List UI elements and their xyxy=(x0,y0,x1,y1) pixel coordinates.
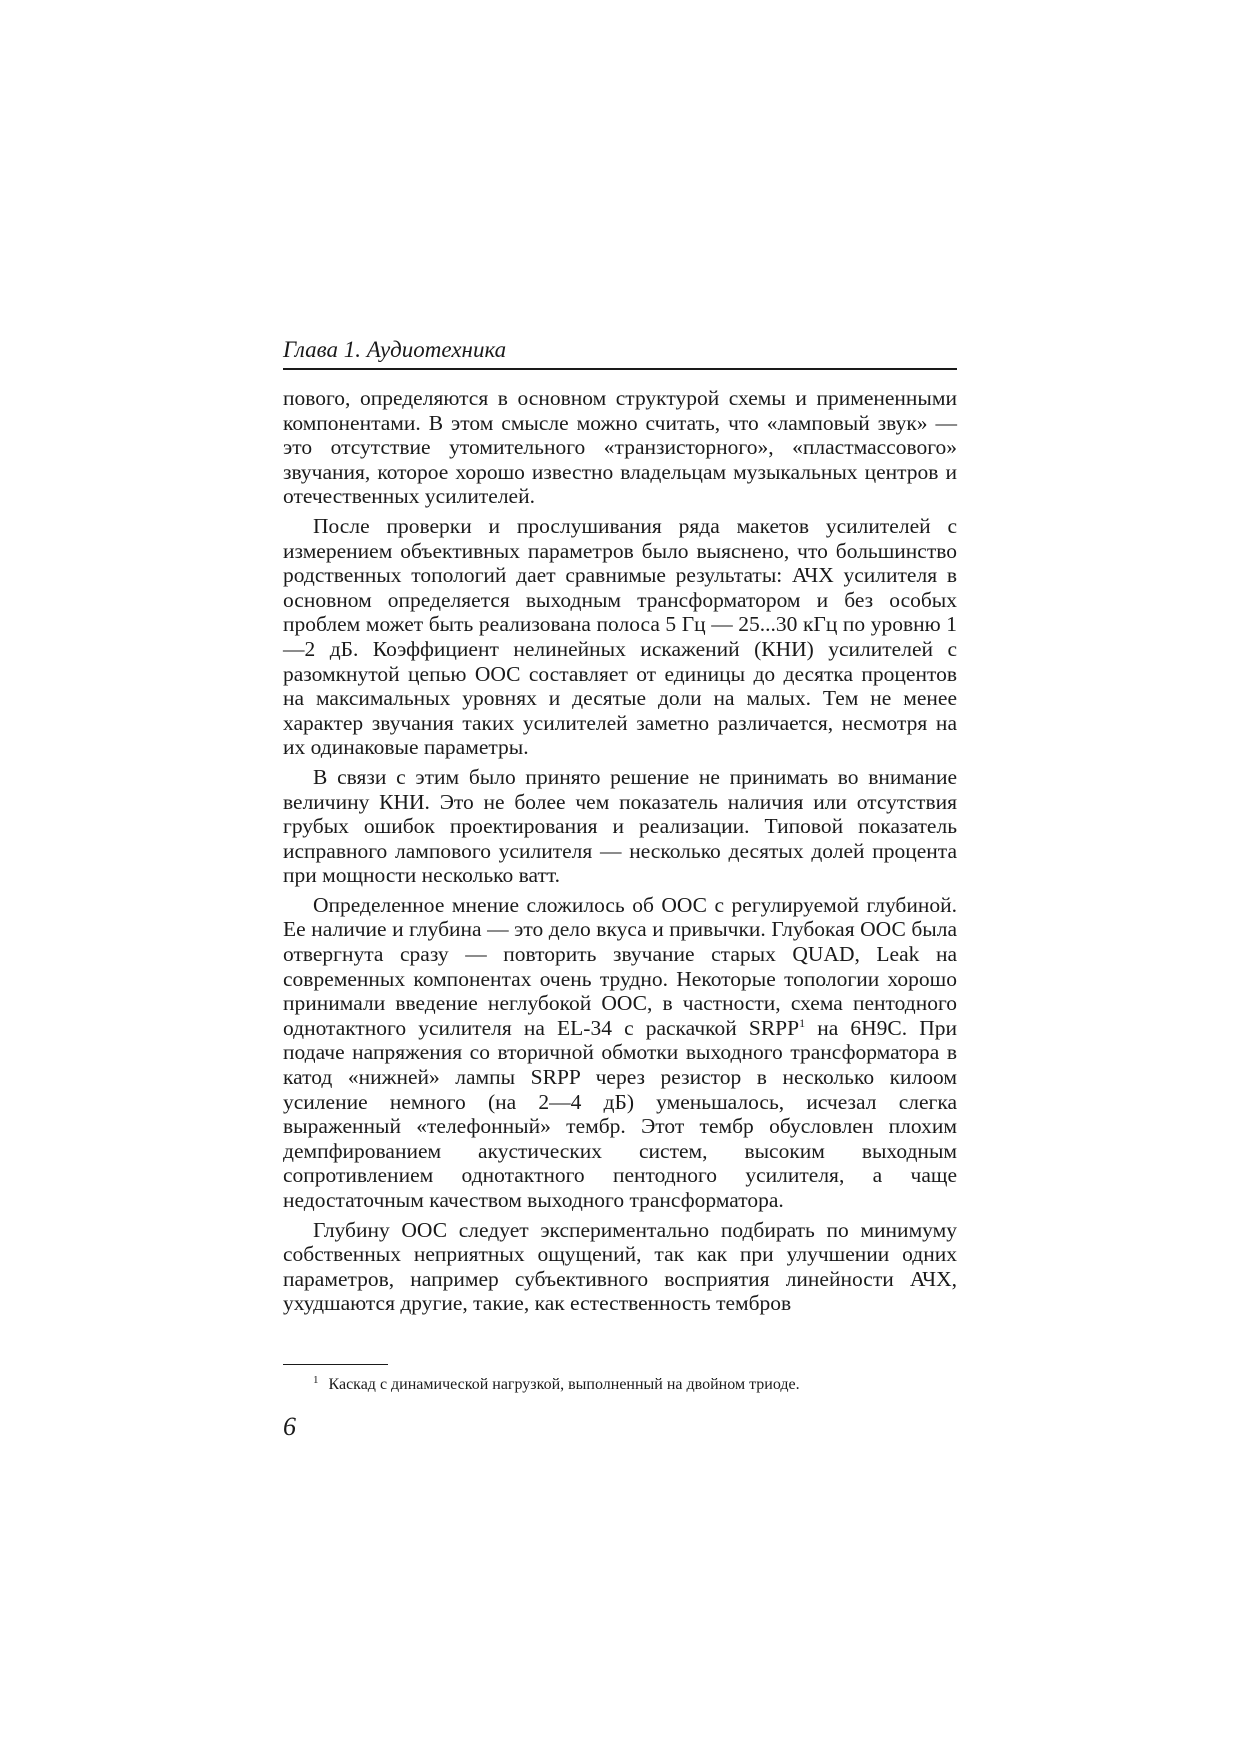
paragraph-4-part-2: на 6Н9С. При подаче напряжения со вторичной обмотки выходного трансформатора в катод «нижней» лампы SRPP через резистор в несколько килоом усиление немного (на 2—4 дБ) уменьшалось, исчезал слегка выраженный «телефонный» тембр. Этот тембр обусловлен плохим демпфированием акустических систем, высоким выходным сопротивлением однотактного пентодного усилителя, а чаще недостаточным качеством выходного трансформатора. xyxy=(283,1015,957,1212)
page-number: 6 xyxy=(283,1412,296,1441)
paragraph-2: После проверки и прослушивания ряда макетов усилителей с измерением объективных параметров было выяснено, что большинство родственных топологий дает сравнимые результаты: АЧХ усилителя в основном определяется выходным трансформатором и без особых проблем может быть реализована полоса 5 Гц — 25...30 кГц по уровню 1—2 дБ. Коэффициент нелинейных искажений (КНИ) усилителей с разомкнутой цепью ООС составляет от единицы до десятка процентов на максимальных уровнях и десятые доли на малых. Тем не менее характер звучания таких усилителей заметно различается, несмотря на их одинаковые параметры. xyxy=(283,513,957,760)
footnote-reference: 1 xyxy=(799,1015,806,1030)
footnote-mark: 1 xyxy=(313,1373,319,1386)
paragraph-3: В связи с этим было принято решение не принимать во внимание величину КНИ. Это не более чем показатель наличия или отсутствия грубых ошибок проектирования и реализации. Типовой показатель исправного лампового усилителя — несколько десятых долей процента при мощности несколько ватт. xyxy=(283,764,957,888)
footnote-text: Каскад с динамической нагрузкой, выполненный на двойном триоде. xyxy=(328,1376,800,1393)
paragraph-4 xyxy=(283,893,957,1213)
running-head: Глава 1. Аудиотехника xyxy=(283,337,507,362)
paragraph-1: пового, определяются в основном структурой схемы и примененными компонентами. В этом смысле можно считать, что «ламповый звук» — это отсутствие утомительного «транзисторного», «пластмассового» звучания, которое хорошо известно владельцам музыкальных центров и отечественных усилителей. xyxy=(283,386,957,509)
paragraph-5: Глубину ООС следует экспериментально подбирать по минимуму собственных неприятных ощущений, так как при улучшении одних параметров, например субъективного восприятия линейности АЧХ, ухудшаются другие, такие, как естественность тембров xyxy=(283,1217,957,1316)
footnote xyxy=(313,1375,953,1395)
header-rule xyxy=(283,368,957,370)
body-text xyxy=(283,386,957,1321)
footnote-rule xyxy=(283,1364,388,1365)
book-page xyxy=(283,0,957,1755)
paragraph-4-part-1: Определенное мнение сложилось об ООС с регулируемой глубиной. Ее наличие и глубина — это дело вкуса и привычки. Глубокая ООС была отвергнута сразу — повторить звучание старых QUAD, Leak на современных компонентах очень трудно. Некоторые топологии хорошо принимали введение неглубокой ООС, в частности, схема пентодного однотактного усилителя на EL-34 с раскачкой SRPP xyxy=(283,892,957,1040)
